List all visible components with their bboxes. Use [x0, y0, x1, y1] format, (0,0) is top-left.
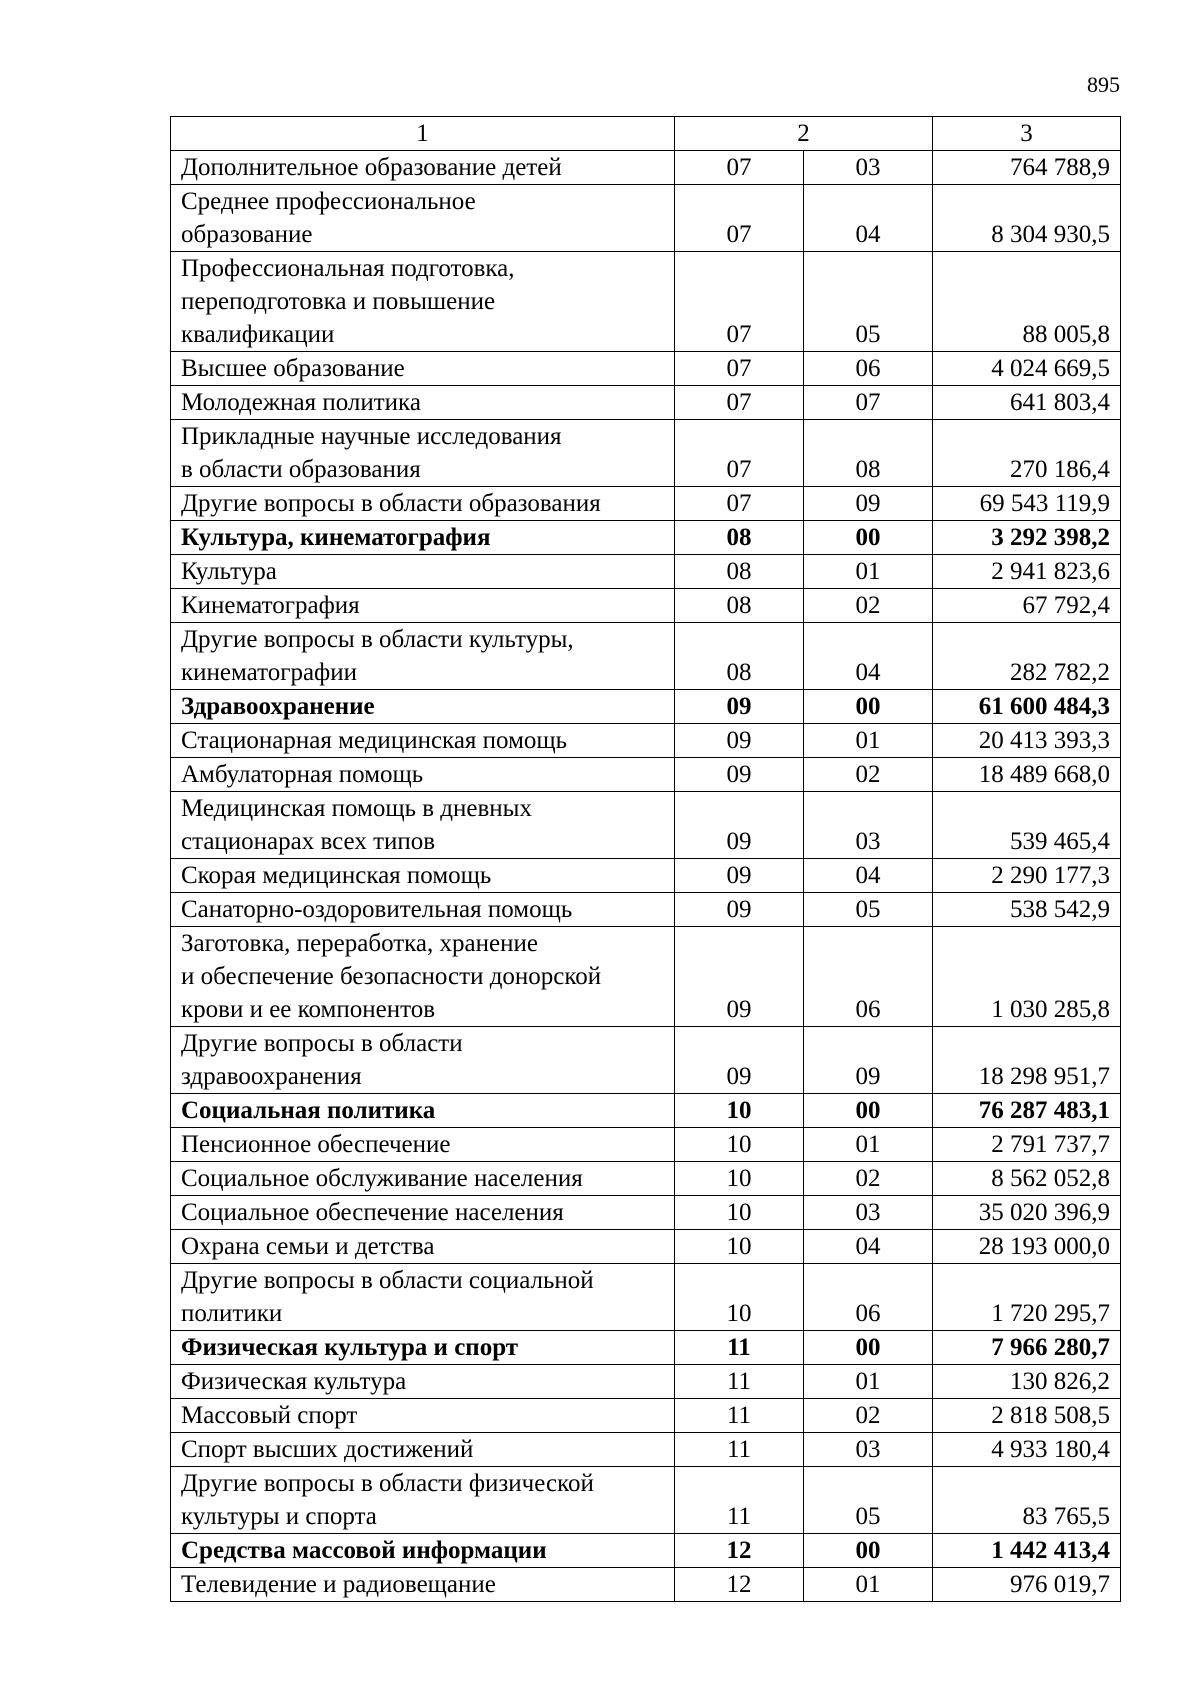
row-name: [171, 1264, 675, 1331]
row-name-line: Заготовка, переработка, хранение: [181, 930, 538, 957]
table-row: [171, 151, 1121, 185]
row-name-line: Кинематография: [181, 592, 360, 619]
row-name-line: образование: [181, 221, 313, 248]
table-row: [171, 1162, 1121, 1196]
row-name: [171, 1331, 675, 1365]
row-section-code: 11: [675, 1365, 804, 1399]
row-name-line: и обеспечение безопасности донорской: [181, 963, 602, 990]
row-subsection-code: 00: [804, 1534, 933, 1568]
row-name: [171, 555, 675, 589]
table-row: [171, 420, 1121, 487]
row-section-code: 08: [675, 589, 804, 623]
row-name-line: квалификации: [181, 321, 335, 348]
row-name: [171, 724, 675, 758]
row-name-line: в области образования: [181, 456, 421, 483]
header-col-3: 3: [933, 117, 1121, 151]
row-section-code: 11: [675, 1467, 804, 1534]
row-section-code: 10: [675, 1162, 804, 1196]
row-amount: 18 489 668,0: [933, 758, 1121, 792]
table-row: [171, 623, 1121, 690]
table-row: [171, 859, 1121, 893]
table-row: [171, 1331, 1121, 1365]
row-section-code: 11: [675, 1433, 804, 1467]
row-subsection-code: 00: [804, 1331, 933, 1365]
row-subsection-code: 03: [804, 151, 933, 185]
row-subsection-code: 06: [804, 927, 933, 1027]
row-amount: 83 765,5: [933, 1467, 1121, 1534]
row-subsection-code: 01: [804, 1128, 933, 1162]
row-section-code: 07: [675, 185, 804, 252]
row-section-code: 07: [675, 252, 804, 352]
table-row: [171, 893, 1121, 927]
row-amount: 641 803,4: [933, 386, 1121, 420]
row-subsection-code: 02: [804, 758, 933, 792]
row-section-code: 09: [675, 893, 804, 927]
row-name-line: Амбулаторная помощь: [181, 761, 424, 788]
row-name-line: Социальная политика: [181, 1097, 436, 1124]
row-section-code: 07: [675, 352, 804, 386]
row-name-line: Культура: [181, 558, 277, 585]
row-subsection-code: 05: [804, 1467, 933, 1534]
row-name: [171, 487, 675, 521]
row-amount: 88 005,8: [933, 252, 1121, 352]
table-row: [171, 386, 1121, 420]
table-row: [171, 724, 1121, 758]
table-row: [171, 1568, 1121, 1602]
row-name-line: кинематографии: [181, 659, 358, 686]
table-row: [171, 555, 1121, 589]
row-section-code: 09: [675, 1027, 804, 1094]
row-amount: 7 966 280,7: [933, 1331, 1121, 1365]
row-subsection-code: 05: [804, 893, 933, 927]
row-amount: 539 465,4: [933, 792, 1121, 859]
row-amount: 69 543 119,9: [933, 487, 1121, 521]
row-name-line: Массовый спорт: [181, 1402, 358, 1429]
row-name-line: политики: [181, 1300, 283, 1327]
row-section-code: 10: [675, 1094, 804, 1128]
page-number: 895: [1087, 72, 1120, 97]
table-row: [171, 1365, 1121, 1399]
row-name: [171, 859, 675, 893]
row-section-code: 09: [675, 758, 804, 792]
row-name-line: Высшее образование: [181, 355, 405, 382]
row-subsection-code: 02: [804, 1162, 933, 1196]
row-subsection-code: 09: [804, 487, 933, 521]
row-subsection-code: 02: [804, 1399, 933, 1433]
row-name: [171, 1365, 675, 1399]
table-body: [171, 151, 1121, 1602]
row-name-line: Скорая медицинская помощь: [181, 862, 492, 889]
row-name-line: Охрана семьи и детства: [181, 1233, 435, 1260]
row-subsection-code: 01: [804, 724, 933, 758]
row-section-code: 11: [675, 1331, 804, 1365]
table-row: [171, 758, 1121, 792]
row-subsection-code: 04: [804, 185, 933, 252]
row-amount: 282 782,2: [933, 623, 1121, 690]
row-subsection-code: 04: [804, 623, 933, 690]
row-name: [171, 758, 675, 792]
row-subsection-code: 06: [804, 352, 933, 386]
row-section-code: 08: [675, 521, 804, 555]
row-name-line: Социальное обеспечение населения: [181, 1199, 564, 1226]
row-amount: 538 542,9: [933, 893, 1121, 927]
row-name: [171, 1433, 675, 1467]
row-amount: 3 292 398,2: [933, 521, 1121, 555]
row-amount: 764 788,9: [933, 151, 1121, 185]
table-row: [171, 1196, 1121, 1230]
row-amount: 1 030 285,8: [933, 927, 1121, 1027]
table-row: [171, 1230, 1121, 1264]
row-amount: 76 287 483,1: [933, 1094, 1121, 1128]
row-subsection-code: 03: [804, 792, 933, 859]
row-name-line: Медицинская помощь в дневных: [181, 795, 532, 822]
table-row: [171, 1027, 1121, 1094]
row-section-code: 08: [675, 623, 804, 690]
row-name: [171, 420, 675, 487]
table-row: [171, 1467, 1121, 1534]
row-section-code: 07: [675, 151, 804, 185]
row-amount: 8 562 052,8: [933, 1162, 1121, 1196]
row-name-line: Молодежная политика: [181, 389, 421, 416]
row-name-line: Спорт высших достижений: [181, 1436, 474, 1463]
row-name-line: Телевидение и радиовещание: [181, 1571, 496, 1598]
row-amount: 20 413 393,3: [933, 724, 1121, 758]
row-name: [171, 352, 675, 386]
row-section-code: 09: [675, 690, 804, 724]
row-subsection-code: 01: [804, 1568, 933, 1602]
row-subsection-code: 04: [804, 859, 933, 893]
row-name: [171, 1534, 675, 1568]
row-name: [171, 1128, 675, 1162]
row-name-line: Пенсионное обеспечение: [181, 1131, 451, 1158]
row-name-line: здравоохранения: [181, 1063, 362, 1090]
table-row: [171, 1433, 1121, 1467]
row-subsection-code: 03: [804, 1433, 933, 1467]
row-section-code: 10: [675, 1196, 804, 1230]
row-section-code: 09: [675, 724, 804, 758]
row-subsection-code: 05: [804, 252, 933, 352]
row-section-code: 09: [675, 927, 804, 1027]
row-amount: 1 442 413,4: [933, 1534, 1121, 1568]
row-name-line: стационарах всех типов: [181, 828, 436, 855]
row-name: [171, 386, 675, 420]
row-name: [171, 690, 675, 724]
row-section-code: 12: [675, 1534, 804, 1568]
row-name: [171, 792, 675, 859]
row-name-line: культуры и спорта: [181, 1503, 377, 1530]
table-row: [171, 1094, 1121, 1128]
row-section-code: 07: [675, 420, 804, 487]
table-row: [171, 792, 1121, 859]
row-section-code: 10: [675, 1128, 804, 1162]
row-subsection-code: 02: [804, 589, 933, 623]
row-subsection-code: 01: [804, 1365, 933, 1399]
row-section-code: 07: [675, 386, 804, 420]
table-row: [171, 1264, 1121, 1331]
row-name: [171, 1196, 675, 1230]
row-name-line: Другие вопросы в области физической: [181, 1470, 594, 1497]
row-subsection-code: 00: [804, 690, 933, 724]
row-name: [171, 1162, 675, 1196]
row-section-code: 10: [675, 1230, 804, 1264]
row-name: [171, 1399, 675, 1433]
row-name-line: Физическая культура: [181, 1368, 407, 1395]
table-row: [171, 252, 1121, 352]
row-amount: 4 933 180,4: [933, 1433, 1121, 1467]
row-name: [171, 252, 675, 352]
header-row: [171, 117, 1121, 151]
row-name-line: переподготовка и повышение: [181, 288, 496, 315]
row-name: [171, 1230, 675, 1264]
row-amount: 4 024 669,5: [933, 352, 1121, 386]
row-section-code: 07: [675, 487, 804, 521]
row-name-line: Дополнительное образование детей: [181, 154, 562, 181]
row-subsection-code: 00: [804, 521, 933, 555]
row-name: [171, 151, 675, 185]
row-name-line: крови и ее компонентов: [181, 996, 436, 1023]
row-name-line: Другие вопросы в области культуры,: [181, 626, 574, 653]
row-section-code: 08: [675, 555, 804, 589]
table-row: [171, 352, 1121, 386]
row-amount: 8 304 930,5: [933, 185, 1121, 252]
row-subsection-code: 03: [804, 1196, 933, 1230]
row-amount: 2 791 737,7: [933, 1128, 1121, 1162]
row-name: [171, 927, 675, 1027]
row-name: [171, 1094, 675, 1128]
row-name: [171, 521, 675, 555]
row-section-code: 11: [675, 1399, 804, 1433]
row-amount: 2 818 508,5: [933, 1399, 1121, 1433]
row-subsection-code: 09: [804, 1027, 933, 1094]
row-name-line: Другие вопросы в области образования: [181, 490, 601, 517]
row-name: [171, 1027, 675, 1094]
row-section-code: 12: [675, 1568, 804, 1602]
row-amount: 67 792,4: [933, 589, 1121, 623]
row-name-line: Другие вопросы в области социальной: [181, 1267, 594, 1294]
row-amount: 270 186,4: [933, 420, 1121, 487]
header-col-2: 2: [675, 117, 933, 151]
row-name-line: Среднее профессиональное: [181, 188, 476, 215]
row-subsection-code: 08: [804, 420, 933, 487]
row-section-code: 09: [675, 859, 804, 893]
row-section-code: 10: [675, 1264, 804, 1331]
row-name-line: Стационарная медицинская помощь: [181, 727, 568, 754]
row-name: [171, 589, 675, 623]
table-row: [171, 927, 1121, 1027]
table-row: [171, 487, 1121, 521]
table-row: [171, 1534, 1121, 1568]
row-amount: 2 941 823,6: [933, 555, 1121, 589]
row-name: [171, 893, 675, 927]
table-row: [171, 690, 1121, 724]
row-subsection-code: 04: [804, 1230, 933, 1264]
row-name-line: Здравоохранение: [181, 693, 375, 720]
budget-table: [170, 116, 1121, 1602]
row-amount: 2 290 177,3: [933, 859, 1121, 893]
row-name-line: Другие вопросы в области: [181, 1030, 463, 1057]
row-name-line: Средства массовой информации: [181, 1537, 547, 1564]
row-subsection-code: 00: [804, 1094, 933, 1128]
row-name-line: Физическая культура и спорт: [181, 1334, 519, 1361]
row-name: [171, 1467, 675, 1534]
table-row: [171, 521, 1121, 555]
row-amount: 130 826,2: [933, 1365, 1121, 1399]
row-subsection-code: 07: [804, 386, 933, 420]
row-name-line: Культура, кинематография: [181, 524, 491, 551]
row-name: [171, 623, 675, 690]
header-col-1: 1: [171, 117, 675, 151]
row-amount: 18 298 951,7: [933, 1027, 1121, 1094]
row-amount: 61 600 484,3: [933, 690, 1121, 724]
row-subsection-code: 06: [804, 1264, 933, 1331]
row-name-line: Социальное обслуживание населения: [181, 1165, 583, 1192]
row-name: [171, 185, 675, 252]
table-row: [171, 1128, 1121, 1162]
row-name-line: Профессиональная подготовка,: [181, 255, 515, 282]
table-row: [171, 1399, 1121, 1433]
table-row: [171, 185, 1121, 252]
row-name-line: Санаторно-оздоровительная помощь: [181, 896, 573, 923]
row-section-code: 09: [675, 792, 804, 859]
table-row: [171, 589, 1121, 623]
row-amount: 35 020 396,9: [933, 1196, 1121, 1230]
row-name-line: Прикладные научные исследования: [181, 423, 562, 450]
row-amount: 976 019,7: [933, 1568, 1121, 1602]
row-amount: 28 193 000,0: [933, 1230, 1121, 1264]
row-subsection-code: 01: [804, 555, 933, 589]
row-amount: 1 720 295,7: [933, 1264, 1121, 1331]
row-name: [171, 1568, 675, 1602]
